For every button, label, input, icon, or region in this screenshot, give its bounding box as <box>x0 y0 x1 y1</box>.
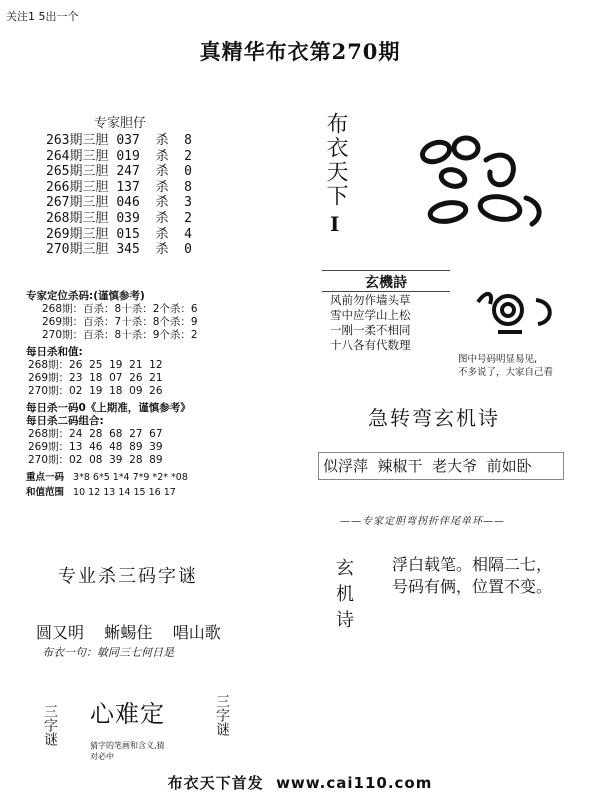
danzai-nums: 345 <box>116 242 140 258</box>
xuanji-line: 十八各有代数理 <box>330 338 411 352</box>
danzai-row <box>46 227 192 243</box>
position-heading: 专家定位杀码:(谨慎参考) <box>26 290 145 302</box>
position-block <box>26 290 256 499</box>
danzai-type: 三胆 <box>82 148 109 164</box>
glyph-curve <box>486 155 513 185</box>
danzai-kill: 8 <box>184 133 192 148</box>
danzai-spacer <box>140 242 156 257</box>
danzai-row <box>46 195 192 211</box>
danzai-spacer <box>168 242 184 257</box>
danzai-kill: 2 <box>184 148 192 164</box>
danzai-spacer <box>168 164 184 179</box>
glyph-loop <box>439 167 466 189</box>
range-label: 和值范围 <box>26 487 65 498</box>
danzai-type: 三胆 <box>82 195 109 211</box>
danzai-type: 三胆 <box>82 164 109 180</box>
footer-text: 布衣天下首发 www.cai110.com <box>167 774 433 792</box>
zimi-line: 圆又明 蜥蜴住 唱山歌 <box>36 623 221 642</box>
danzai-spacer <box>168 195 184 210</box>
circle-code-drawing <box>458 280 568 348</box>
zimi-title: 专业杀三码字谜 <box>58 566 198 587</box>
xuanji-line: 雪中应学山上松 <box>330 308 411 322</box>
danzai-type: 三胆 <box>82 226 109 242</box>
danzai-kill: 0 <box>184 164 192 180</box>
danzai-nums: 037 <box>116 133 140 148</box>
danzai-type: 三胆 <box>82 210 109 226</box>
danzai-nums: 015 <box>116 226 140 242</box>
twocode-rows <box>26 428 256 467</box>
danzai-spacer <box>140 133 156 148</box>
danzai-kill-label: 杀 <box>155 164 169 180</box>
danzai-kill: 4 <box>184 226 192 242</box>
danzai-row <box>46 211 192 227</box>
zimi-right-label: 三字谜 <box>214 694 230 736</box>
danzai-spacer <box>140 195 156 210</box>
position-row: 269期：百杀：7十杀：8个杀：9 <box>42 316 198 328</box>
danzai-period: 266期 <box>46 179 83 195</box>
danzai-spacer <box>168 180 184 195</box>
zimi-left-label: 三字谜 <box>42 704 58 746</box>
buyi-vertical-title: 布衣天下 <box>323 112 348 208</box>
sum-rows <box>26 359 256 398</box>
focus-row <box>26 471 256 484</box>
focus-label: 重点一码 <box>26 472 65 483</box>
sum-row: 269期：23 18 07 26 21 <box>28 372 163 384</box>
sum-heading: 每日杀和值: <box>26 346 83 358</box>
danzai-kill: 3 <box>184 195 192 211</box>
page-title: 真精华布衣第270期 <box>199 39 401 64</box>
danzai-period: 265期 <box>46 164 83 180</box>
twocode-heading: 每日杀二码组合: <box>26 415 104 427</box>
xuanji-poem-vertical-title: 玄机诗 <box>333 558 354 636</box>
glyph-loop <box>429 200 468 224</box>
xuanji-note-line: 图中号码明显易见, <box>458 354 538 365</box>
danzai-kill-label: 杀 <box>155 195 169 211</box>
sum-row: 268期：26 25 19 21 12 <box>28 359 163 371</box>
zimi-center-note-line: 猜字的笔画和含义,猜 <box>90 741 165 750</box>
danzai-type: 三胆 <box>82 179 109 195</box>
jizhuan-title: 急转弯玄机诗 <box>368 406 500 430</box>
xuanji-note-line: 不多说了，大家自己看 <box>458 367 554 378</box>
glyph-drawing <box>408 120 558 235</box>
position-rows <box>26 303 256 342</box>
jizhuan-line: 似浮萍 辣椒干 老大爷 前如卧 <box>318 452 564 480</box>
danzai-spacer <box>140 180 156 195</box>
danzai-kill: 2 <box>184 210 192 226</box>
danzai-nums: 247 <box>116 164 140 180</box>
glyph-loop <box>420 139 452 165</box>
circle-stroke <box>536 300 550 324</box>
danzai-kill-label: 杀 <box>155 210 169 226</box>
danzai-table <box>46 133 192 258</box>
xuanji-lines <box>330 293 411 353</box>
danzai-row <box>46 180 192 196</box>
danzai-kill: 0 <box>184 242 192 258</box>
zimi-buyi-line: 布衣一句：敏同三七何日是 <box>42 646 174 659</box>
danzai-spacer <box>140 164 156 179</box>
danzai-spacer <box>140 211 156 226</box>
twocode-row: 268期：24 28 68 27 67 <box>28 428 163 440</box>
xuanji-poem-line: 浮白载笔。相隔二七， <box>392 555 553 574</box>
sum-row: 270期：02 19 18 09 26 <box>28 385 163 397</box>
xuanji-poem-line: 号码有俩，位置不变。 <box>392 577 553 596</box>
danzai-kill-label: 杀 <box>155 179 169 195</box>
danzai-spacer <box>140 149 156 164</box>
circle-stroke <box>478 294 491 304</box>
zimi-center-note <box>90 740 165 762</box>
danzai-nums: 039 <box>116 210 140 226</box>
focus-values: 3*8 6*5 1*4 7*9 *2* *08 <box>73 472 188 483</box>
danzai-kill: 8 <box>184 179 192 195</box>
circle-mark <box>502 304 514 316</box>
onecode-heading: 每日杀一码0《上期准，谨慎参考》 <box>26 402 191 414</box>
divider <box>322 291 450 292</box>
danzai-spacer <box>168 149 184 164</box>
danzai-kill-label: 杀 <box>155 148 169 164</box>
danzai-period: 264期 <box>46 148 83 164</box>
glyph-strokes <box>420 138 539 224</box>
zimi-center: 心难定 <box>90 700 165 728</box>
buyi-mark: I <box>330 212 340 236</box>
follow-note: 关注1 5出一个 <box>6 10 79 23</box>
xuanji-line: 一刚一柔不相同 <box>330 323 411 337</box>
danzai-nums: 019 <box>116 148 140 164</box>
danzai-nums: 046 <box>116 195 140 211</box>
range-row <box>26 486 256 499</box>
danzai-heading: 专家胆仔 <box>94 116 147 131</box>
danzai-type: 三胆 <box>82 133 109 148</box>
circle-strokes <box>478 294 550 332</box>
glyph-loop <box>478 194 521 223</box>
danzai-type: 三胆 <box>82 242 109 258</box>
divider <box>322 270 450 271</box>
danzai-period: 270期 <box>46 242 83 258</box>
danzai-nums: 137 <box>116 179 140 195</box>
xuanji-note <box>458 353 553 379</box>
danzai-spacer <box>168 211 184 226</box>
glyph-curve <box>526 198 539 224</box>
position-row: 268期：百杀：8十杀：2个杀：6 <box>42 303 198 315</box>
danzai-period: 268期 <box>46 210 83 226</box>
twocode-row: 269期：13 46 48 89 39 <box>28 441 163 453</box>
zimi-center-note-line: 对必中 <box>90 752 114 761</box>
xuanji-line: 风前勿作墙头草 <box>330 293 411 307</box>
range-values: 10 12 13 14 15 16 17 <box>73 487 176 498</box>
danzai-spacer <box>168 133 184 148</box>
position-row: 270期：百杀：8十杀：9个杀：2 <box>42 329 198 341</box>
danzai-row <box>46 149 192 165</box>
danzai-kill-label: 杀 <box>155 226 169 242</box>
danzai-period: 269期 <box>46 226 83 242</box>
danzai-period: 267期 <box>46 195 83 211</box>
danzai-spacer <box>168 227 184 242</box>
xuanji-poem <box>392 554 552 598</box>
xuanji-title: 玄機詩 <box>365 275 407 291</box>
jizhuan-expert-label: ——专家定胆弯拐折伴尾单环—— <box>340 516 505 527</box>
danzai-period: 263期 <box>46 133 83 148</box>
danzai-row <box>46 164 192 180</box>
glyph-loop <box>454 138 478 158</box>
circle-mark <box>494 296 522 324</box>
danzai-spacer <box>140 227 156 242</box>
danzai-row <box>46 133 192 149</box>
danzai-kill-label: 杀 <box>155 242 169 258</box>
danzai-kill-label: 杀 <box>155 133 169 148</box>
danzai-row <box>46 242 192 258</box>
twocode-row: 270期：02 08 39 28 89 <box>28 454 163 466</box>
